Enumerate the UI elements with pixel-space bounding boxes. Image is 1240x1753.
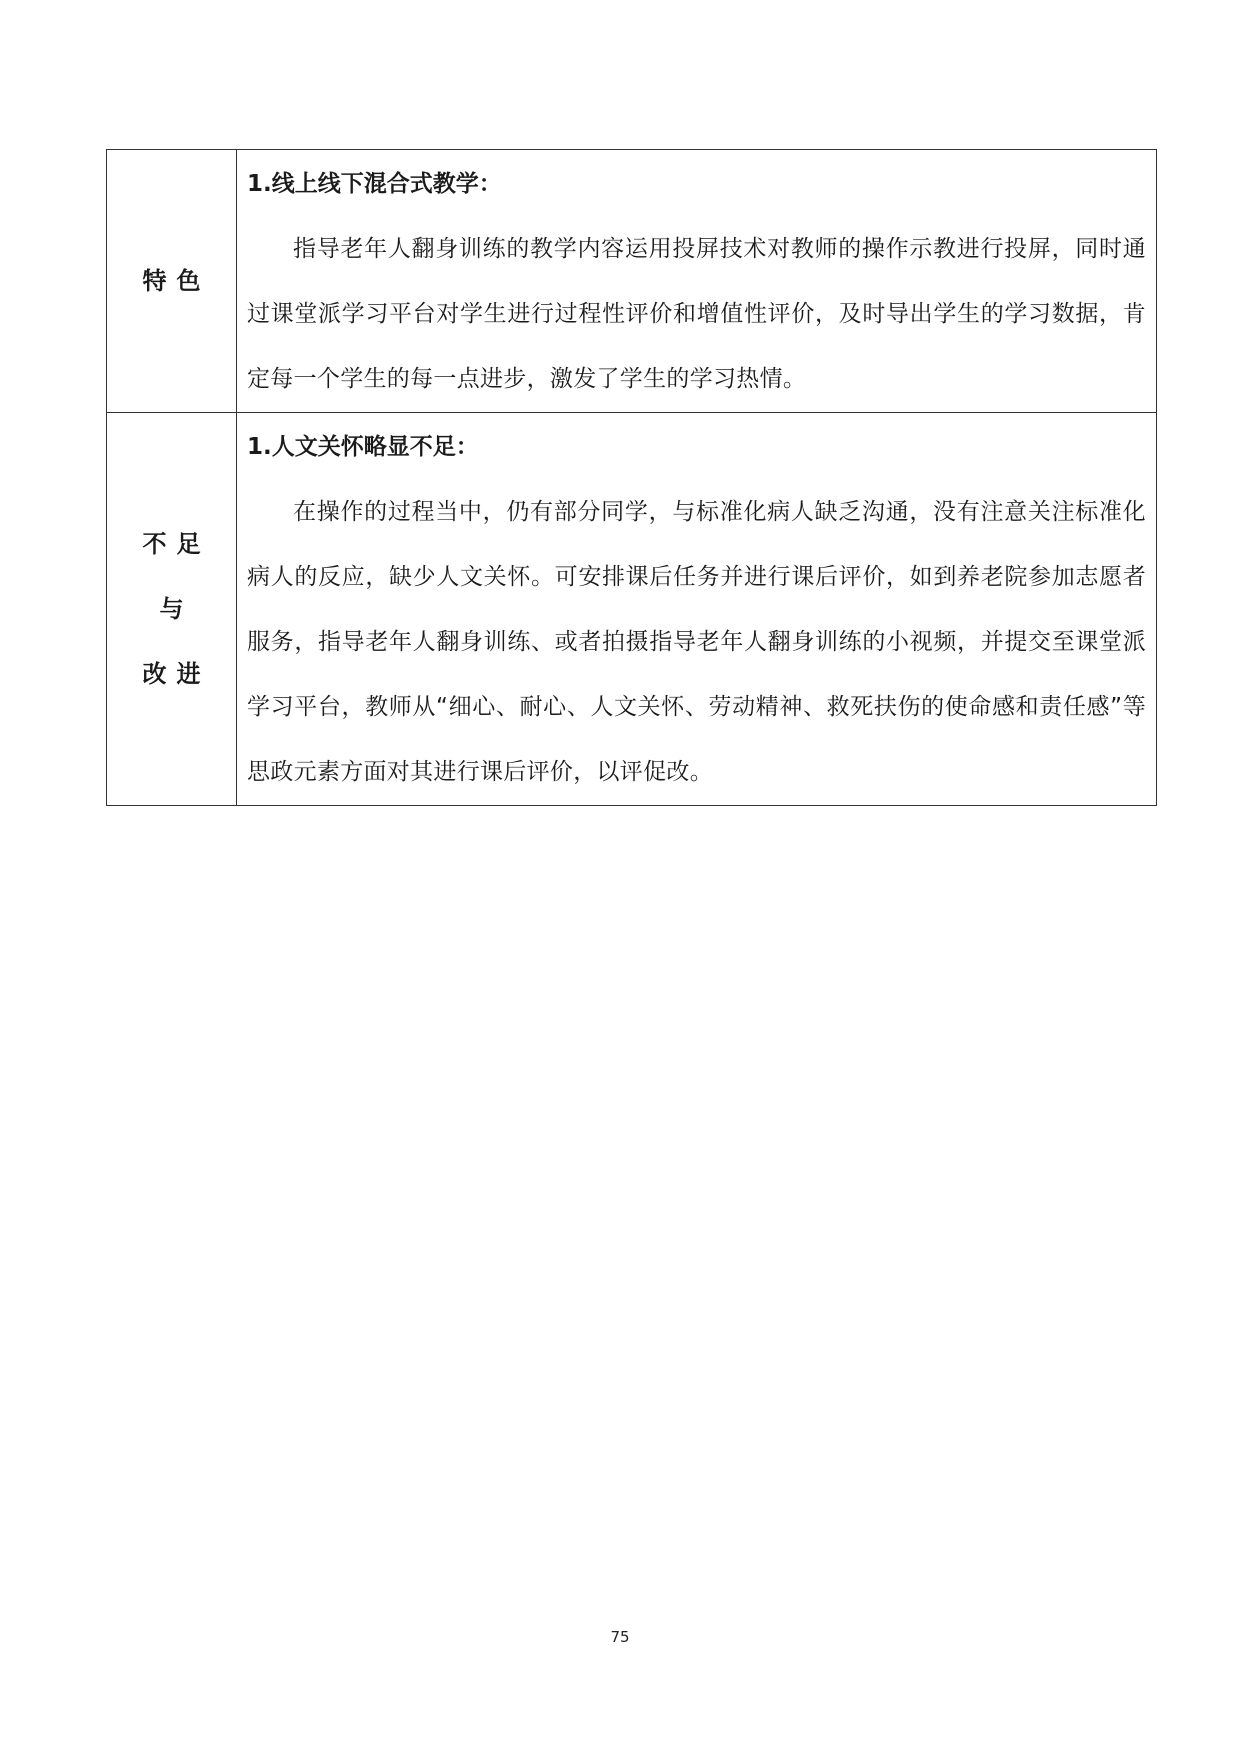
section-paragraph: 指导老年人翻身训练的教学内容运用投屏技术对教师的操作示教进行投屏，同时通过课堂派学习平台对学生进行过程性评价和增值性评价，及时导出学生的学习数据，肯定每一个学生的每一点进步，激发了学生的学习热情。 (247, 236, 1146, 392)
row-label-features (107, 150, 237, 413)
review-table (106, 149, 1157, 806)
label-line: 与 (159, 594, 194, 623)
section-heading: 1.人文关怀略显不足： (247, 434, 479, 460)
section-heading: 1.线上线下混合式教学： (247, 171, 502, 197)
row-content-shortcomings (237, 413, 1157, 806)
row-label-shortcomings (107, 413, 237, 806)
label-line: 改进 (142, 659, 211, 688)
table-row-shortcomings (107, 413, 1157, 806)
page-number: 75 (610, 1628, 630, 1646)
row-content-features (237, 150, 1157, 413)
table-row-features (107, 150, 1157, 413)
label-line: 不足 (142, 529, 211, 558)
section-paragraph: 在操作的过程当中，仍有部分同学，与标准化病人缺乏沟通，没有注意关注标准化病人的反应，缺少人文关怀。可安排课后任务并进行课后评价，如到养老院参加志愿者服务，指导老年人翻身训练、或者拍摄指导老年人翻身训练的小视频，并提交至课堂派学习平台，教师从“细心、耐心、人文关怀、劳动精神、救死扶伤的使命感和责任感”等思政元素方面对其进行课后评价，以评促改。 (247, 499, 1146, 785)
label-line: 特色 (142, 266, 211, 295)
